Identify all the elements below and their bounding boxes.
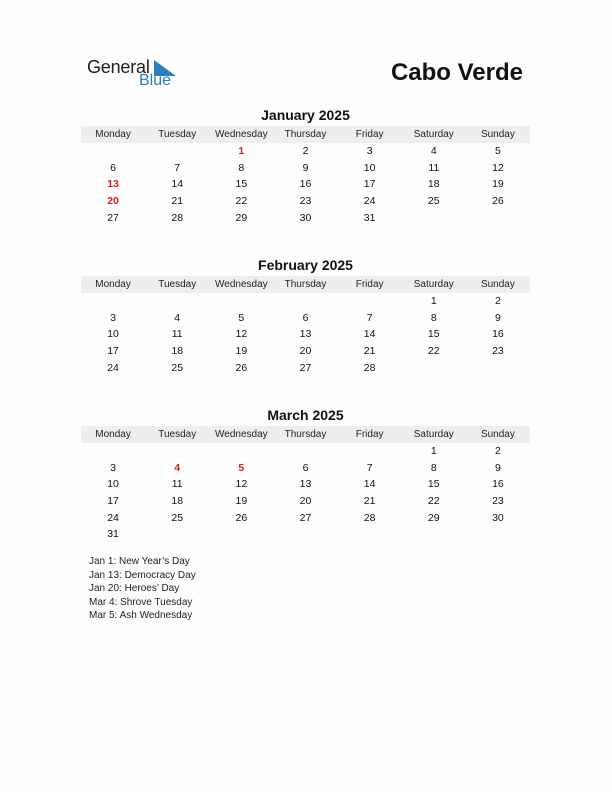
day-cell: 29 — [427, 511, 440, 524]
day-cell: 7 — [366, 461, 373, 474]
empty-cell — [81, 143, 145, 160]
month-title: January 2025 — [261, 107, 350, 123]
weekday-label: Wednesday — [215, 279, 268, 290]
day-cell: 9 — [495, 311, 501, 324]
day-cell: 24 — [107, 511, 119, 524]
holiday-day-cell: 20 — [107, 195, 119, 208]
day-cell: 14 — [171, 178, 184, 191]
day-cell: 19 — [235, 345, 248, 358]
day-cell: 15 — [235, 178, 248, 191]
month-march — [81, 406, 530, 543]
logo-word-general: General — [87, 57, 150, 77]
day-cell: 8 — [430, 311, 437, 324]
day-cell: 3 — [110, 311, 116, 324]
day-cell: 19 — [235, 495, 248, 508]
empty-cell — [209, 443, 273, 460]
day-cell: 1 — [430, 445, 437, 457]
day-cell: 10 — [107, 478, 119, 491]
weekday-label: Wednesday — [215, 429, 268, 440]
day-grid — [81, 443, 530, 543]
day-cell: 5 — [495, 145, 501, 157]
weekday-label: Saturday — [413, 279, 454, 290]
day-cell: 15 — [427, 328, 440, 341]
holiday-entry: Mar 5: Ash Wednesday — [89, 610, 193, 621]
day-cell: 4 — [174, 311, 181, 324]
day-cell: 6 — [302, 311, 309, 324]
day-cell: 27 — [107, 211, 119, 224]
day-cell: 26 — [235, 361, 248, 374]
weekday-label: Thursday — [284, 279, 327, 290]
holiday-list — [89, 555, 196, 623]
day-cell: 12 — [492, 161, 504, 174]
empty-cell — [145, 143, 209, 160]
day-cell: 28 — [171, 211, 184, 224]
day-grid — [81, 293, 530, 376]
day-cell: 11 — [171, 328, 183, 341]
day-cell: 22 — [235, 195, 248, 208]
day-cell: 17 — [107, 345, 119, 358]
country-title: Cabo Verde — [390, 59, 523, 86]
weekday-label: Tuesday — [158, 129, 197, 140]
day-cell: 17 — [107, 495, 119, 508]
day-cell: 11 — [428, 161, 440, 174]
month-title: March 2025 — [267, 407, 344, 423]
day-cell: 14 — [363, 328, 376, 341]
day-cell: 21 — [363, 495, 376, 508]
weekday-label: Monday — [95, 429, 131, 440]
day-cell: 9 — [495, 461, 501, 474]
weekday-label: Sunday — [480, 429, 515, 440]
day-cell: 28 — [363, 511, 376, 524]
month-title: February 2025 — [258, 257, 353, 273]
day-cell: 16 — [299, 178, 312, 191]
day-cell: 21 — [363, 345, 376, 358]
weekday-label: Friday — [355, 129, 384, 140]
day-cell: 30 — [299, 211, 312, 224]
day-cell: 23 — [299, 195, 312, 208]
weekday-label: Sunday — [480, 279, 515, 290]
day-cell: 23 — [492, 345, 504, 358]
day-cell: 3 — [366, 145, 373, 157]
day-cell: 2 — [495, 445, 501, 457]
day-cell: 20 — [299, 495, 312, 508]
empty-cell — [338, 443, 402, 460]
holiday-entry: Jan 1: New Year’s Day — [89, 556, 190, 567]
empty-cell — [81, 293, 145, 310]
day-cell: 25 — [427, 195, 440, 208]
day-cell: 12 — [235, 478, 248, 491]
day-cell: 6 — [110, 161, 116, 174]
day-cell: 2 — [495, 295, 501, 307]
day-cell: 16 — [492, 328, 504, 341]
day-cell: 6 — [302, 461, 309, 474]
day-cell: 26 — [492, 195, 504, 208]
day-cell: 21 — [171, 195, 184, 208]
weekday-header — [81, 126, 530, 143]
weekday-label: Friday — [355, 429, 384, 440]
holiday-day-cell: 4 — [174, 461, 181, 474]
day-cell: 28 — [363, 361, 376, 374]
weekday-label: Monday — [95, 129, 131, 140]
day-cell: 29 — [235, 211, 248, 224]
day-grid — [81, 143, 530, 226]
holiday-entry: Jan 13: Democracy Day — [89, 569, 196, 581]
day-cell: 10 — [107, 328, 119, 341]
holiday-day-cell: 1 — [238, 145, 245, 157]
logo-word-blue: Blue — [139, 72, 172, 89]
weekday-label: Tuesday — [158, 279, 197, 290]
day-cell: 13 — [299, 328, 312, 341]
day-cell: 19 — [492, 178, 504, 191]
day-cell: 14 — [363, 478, 376, 491]
weekday-label: Tuesday — [158, 429, 197, 440]
weekday-label: Saturday — [413, 129, 454, 140]
weekday-label: Wednesday — [215, 129, 268, 140]
day-cell: 20 — [299, 345, 312, 358]
empty-cell — [273, 293, 337, 310]
day-cell: 27 — [299, 511, 312, 524]
empty-cell — [81, 443, 145, 460]
day-cell: 12 — [235, 328, 248, 341]
day-cell: 7 — [174, 161, 181, 174]
weekday-label: Saturday — [413, 429, 454, 440]
logo — [87, 55, 187, 95]
weekday-label: Thursday — [284, 129, 327, 140]
day-cell: 3 — [110, 461, 116, 474]
day-cell: 24 — [107, 361, 119, 374]
day-cell: 15 — [427, 478, 440, 491]
day-cell: 13 — [299, 478, 312, 491]
day-cell: 16 — [492, 478, 504, 491]
day-cell: 17 — [363, 178, 376, 191]
weekday-header — [81, 276, 530, 293]
holiday-entry: Mar 4: Shrove Tuesday — [89, 596, 193, 608]
day-cell: 18 — [427, 178, 440, 191]
day-cell: 18 — [171, 345, 184, 358]
holiday-day-cell: 13 — [107, 178, 119, 191]
month-january — [81, 106, 530, 226]
day-cell: 5 — [238, 311, 245, 324]
empty-cell — [145, 443, 209, 460]
day-cell: 7 — [366, 311, 373, 324]
day-cell: 8 — [430, 461, 437, 474]
holiday-day-cell: 5 — [238, 461, 245, 474]
weekday-label: Thursday — [284, 429, 327, 440]
day-cell: 10 — [363, 161, 376, 174]
weekday-label: Friday — [355, 279, 384, 290]
day-cell: 31 — [107, 528, 119, 541]
day-cell: 8 — [238, 161, 245, 174]
weekday-label: Monday — [95, 279, 131, 290]
day-cell: 4 — [430, 145, 437, 157]
empty-cell — [273, 443, 337, 460]
day-cell: 22 — [427, 345, 440, 358]
day-cell: 24 — [363, 195, 376, 208]
day-cell: 1 — [430, 295, 437, 307]
day-cell: 25 — [171, 361, 184, 374]
empty-cell — [209, 293, 273, 310]
day-cell: 25 — [171, 511, 184, 524]
day-cell: 30 — [492, 511, 504, 524]
day-cell: 23 — [492, 495, 504, 508]
weekday-label: Sunday — [480, 129, 515, 140]
day-cell: 26 — [235, 511, 248, 524]
weekday-header — [81, 426, 530, 443]
day-cell: 18 — [171, 495, 184, 508]
empty-cell — [338, 293, 402, 310]
month-february — [81, 256, 530, 376]
day-cell: 9 — [302, 161, 309, 174]
empty-cell — [145, 293, 209, 310]
day-cell: 22 — [427, 495, 440, 508]
holiday-entry: Jan 20: Heroes’ Day — [89, 583, 180, 594]
day-cell: 31 — [363, 211, 376, 224]
day-cell: 2 — [302, 145, 309, 157]
day-cell: 11 — [171, 478, 183, 491]
day-cell: 27 — [299, 361, 312, 374]
